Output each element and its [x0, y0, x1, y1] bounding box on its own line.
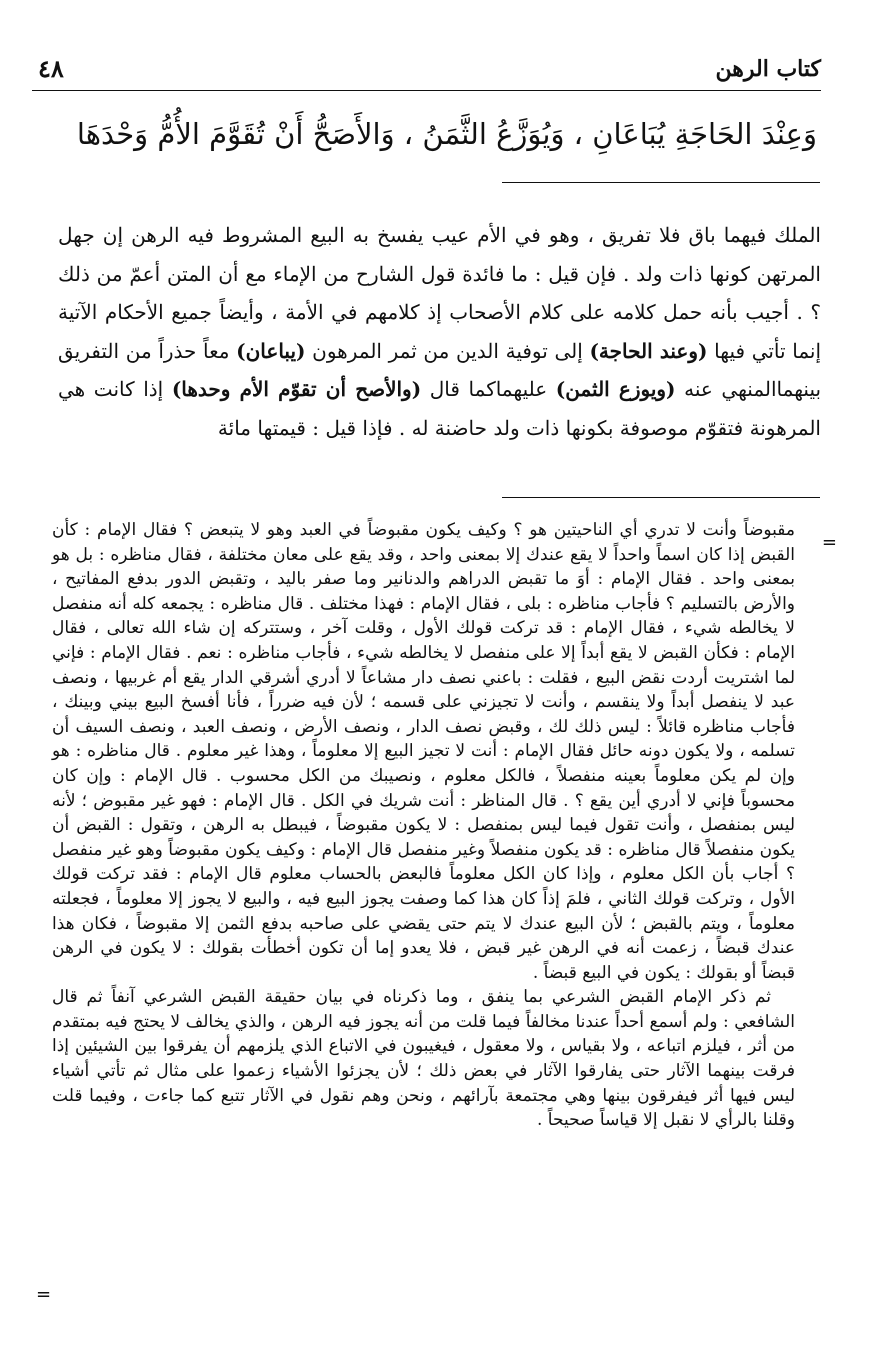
sharh-quoted-matn: (والأصح أن تقوّم الأم وحدها)	[171, 377, 422, 401]
footnote-continues-mark: =	[36, 1284, 52, 1305]
footnote-paragraph: ثم ذكر الإمام القبض الشرعي بما ينفق ، وما ذكرناه في بيان حقيقة القبض الشرعي آنفاً ثم قال الشافعي : ولم أسمع أحداً عندنا مخالفاً فيما قلت من أنه يجوز فيه الرهن ، والذي يخالف لا يحتج فيه بمتقدم من أثر ، فيلزم اتباعه ، ولا بقياس ، ولا معقول ، فيغيبون في الاتباع الذي يلزمهم أن يفرقوا بين الشيئين إذا فرقت بينهما الآثار حتى يفارقوا الآثار في بعض ذلك ؛ لأن يجزئوا الأشياء زعموا على مثال ثم تأتي أشياء ليس فيها أثر فيفرقون بينها وهي مجتمعة بآرائهم ، ونحن وهم نقول في الآثار تتبع كما جاءت ، وفيما قلت وقلنا بالرأي لا نقبل إلا قياساً صحيحاً .	[52, 987, 795, 1131]
page-number: ٤٨	[38, 54, 64, 83]
matn-separator-line	[502, 182, 820, 183]
sharh-segment: إذا كانت هي المرهونة فتقوّم موصوفة بكونها ذات ولد حاضنة له . فإذا قيل : قيمتها مائة	[58, 377, 821, 440]
sharh-segment: الملك فيهما باق فلا تفريق ، وهو في الأم عيب يفسخ به البيع المشروط فيه الرهن إن جهل المرتهن كونها ذات ولد . فإن قيل : ما فائدة قول الشارح من الإماء مع أن المتن أعمّ من ذلك ؟ . أجيب بأنه حمل كلامه على كلام الأصحاب إذ كلامهم في الأمة ، وأيضاً جميع الأحكام الآتية إنما تأتي فيها	[58, 223, 822, 363]
sharh-quoted-matn: (يباعان)	[236, 338, 306, 363]
footnote-paragraph: مقبوضاً وأنت لا تدري أي الناحيتين هو ؟ وكيف يكون مقبوضاً في العبد وهو لا يتبعض ؟ فقال الإمام : كأن القبض إذا كان اسماً واحداً لا يقع عندك إلا بمعنى واحد ، وقد يقع على معان مختلفة ، فقال مناظره : بل هو بمعنى واحد . فقال الإمام : أوَ ما تقبض الدراهم والدنانير وما صفر باليد ، وتقبض الدور بدفع المفاتيح ، والأرض بالتسليم ؟ فأجاب مناظره : بلى ، فقال الإمام : فهذا مختلف . قال مناظره : يجمعه كله أنه منفصل لا يخالطه شيء ، فقال الإمام : قد تركت قولك الأول ، وقلت آخر ، وستتركه إن شاء الله تعالى ، فقال الإمام : فكأن القبض لا يقع أبداً إلا على منفصل لا يخالطه شيء ، فأجاب مناظره : نعم . فقال الإمام : فإني لما اشتريت أردت نقض البيع ، فقلت : باعني نصف دار مشاعاً لا أدري أشرقي الدار يقع أم غربيها ، ونصف عبد لا ينفصل أبداً ولا ينقسم ، وأنت لا تجيزني على قسمه ؛ لأن فيه ضرراً ، فأنا أفسخ البيع بيني وبينك ، فأجاب مناظره قائلاً : ليس ذلك لك ، وقبض نصف الدار ، ونصف الأرض ، ونصف العبد ، ونصف السيف أن تسلمه ، ولا يكون دونه حائل فقال الإمام : أنت لا تجيز البيع إلا معلوماً ، وهذا غير معلوم . قال مناظره : هو وإن لم يكن معلوماً بعينه منفصلاً ، فالكل معلوم ، ونصيبك من الكل محسوب . قال الإمام : وإن كان محسوباً فإني لا أدري أين يقع ؟ . قال المناظر : أنت شريك في الكل . قال الإمام : فهو غير مقبوض ؛ لأنه ليس بمنفصل ، وأنت تقول فيما ليس بمنفصل : لا يكون مقبوضاً ، فيبطل به الرهن ، وتقول : القبض أن يكون منفصلاً قال مناظره : قد يكون منفصلاً وغير منفصل قال الإمام : وكيف يكون مقبوضاً وهو غير منفصل ؟ أجاب بأن الكل معلوم ، وإذا كان الكل معلوماً فالبعض بالحساب معلوم قال الإمام : فقد تركت قولك الأول ، وتركت قولك الثاني ، فلمَ إذاً كان هذا كما وصفت يجوز البيع فيه ، والبيع لا يجوز إلا معلوماً ، فجعلته معلوماً ، ويتم بالقبض ؛ لأن البيع عندك لا يتم حتى يقضي على صاحبه بدفع الثمن إلا مقبوضاً ، فكان هذا عندك قبضاً ، زعمت أنه في الرهن غير قبض ، فلا يعدو إما أن تكون أخطأت بقولك : لا يكون في الرهن قبضاً أو بقولك : يكون في البيع قبضاً .	[52, 520, 796, 983]
sharh-commentary	[58, 216, 821, 447]
running-title: كتاب الرهن	[715, 56, 821, 82]
sharh-quoted-matn: (ويوزع الثمن)	[555, 377, 676, 401]
page-header	[32, 52, 821, 91]
matn-text: وَعِنْدَ الحَاجَةِ يُبَاعَانِ ، وَيُوَزَّعُ الثَّمَنُ ، وَالأَصَحُّ أَنْ تُقَوَّمَ الأُمُّ وَحْدَهَا	[76, 117, 817, 151]
footnote-separator-line	[502, 497, 820, 498]
sharh-segment: إلى توفية الدين من ثمر المرهون	[312, 338, 583, 363]
footnote-continuation-mark: =	[821, 532, 837, 553]
footnote-block	[52, 518, 795, 1133]
sharh-quoted-matn: (وعند الحاجة)	[589, 338, 708, 363]
sharh-segment: عليهماكما قال	[429, 377, 548, 401]
sharh-segment: معاً حذراً من التفريق بينهماالمنهي عنه	[58, 338, 822, 401]
